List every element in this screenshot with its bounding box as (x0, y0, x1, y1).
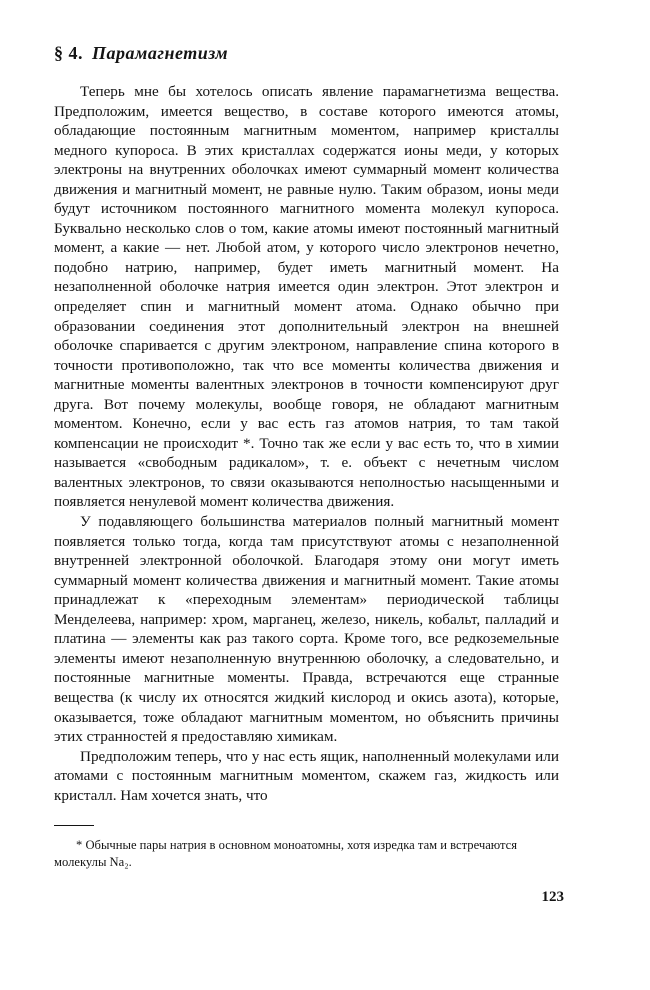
book-page (54, 42, 559, 871)
paragraph-3: Предположим теперь, что у нас есть ящик, наполненный молекулами или атомами с постоянным магнитным моментом, скажем газ, жидкость или кристалл. Нам хочется знать, что (54, 747, 559, 804)
section-heading (54, 42, 559, 64)
section-title: Парамагнетизм (92, 43, 229, 63)
footnote: * Обычные пары натрия в основном моноатомны, хотя изредка там и встречаются молекулы Na₂. (54, 838, 518, 870)
footnote-divider (54, 825, 94, 826)
page-number: 123 (541, 889, 564, 905)
paragraph-1: Теперь мне бы хотелось описать явление парамагнетизма вещества. Предположим, имеется вещество, в составе которого имеются атомы, обладающие постоянным магнитным моментом, например кристаллы медного купороса. В этих кристаллах содержатся ионы меди, у которых электроны на внутренних оболочках имеют суммарный момент количества движения и магнитный момент, не равные нулю. Таким образом, ионы меди будут источником постоянного магнитного момента молекул купороса. Буквально несколько слов о том, какие атомы имеют постоянный магнитный момент, а какие — нет. Любой атом, у которого число электронов нечетно, подобно натрию, например, будет иметь магнитный момент. На незаполненной оболочке натрия имеется один электрон. Этот электрон и определяет спин и магнитный момент атома. Однако обычно при образовании соединения этот дополнительный электрон на внешней оболочке спаривается с другим электроном, направление спина которого в точности противоположно, так что все моменты количества движения и магнитные моменты валентных электронов в точности компенсируют друг друга. Вот почему молекулы, вообще говоря, не обладают магнитным моментом. Конечно, если у вас есть газ атомов натрия, то там такой компенсации не происходит *. Точно так же если у вас есть то, что в химии называется «свободным радикалом», т. е. объект с нечетным числом валентных электронов, то связи оказываются неполностью насыщенными и появляется ненулевой момент количества движения. (54, 83, 559, 511)
section-number: § 4. (54, 43, 83, 63)
paragraph-2: У подавляющего большинства материалов полный магнитный момент появляется только тогда, когда там присутствуют атомы с незаполненной внутренней электронной оболочкой. Благодаря этому они могут иметь суммарный момент количества движения и магнитный момент. Такие атомы принадлежат к «переходным элементам» периодической таблицы Менделеева, например: хром, марганец, железо, никель, кобальт, палладий и платина — элементы как раз такого сорта. Кроме того, все редкоземельные элементы имеют незаполненную внутреннюю оболочку, а следовательно, и постоянные магнитные моменты. Правда, встречаются еще странные вещества (к числу их относятся жидкий кислород и окись азота), которые, оказывается, тоже обладают магнитным моментом, но объяснить причины этих странностей я предоставляю химикам. (54, 513, 559, 746)
